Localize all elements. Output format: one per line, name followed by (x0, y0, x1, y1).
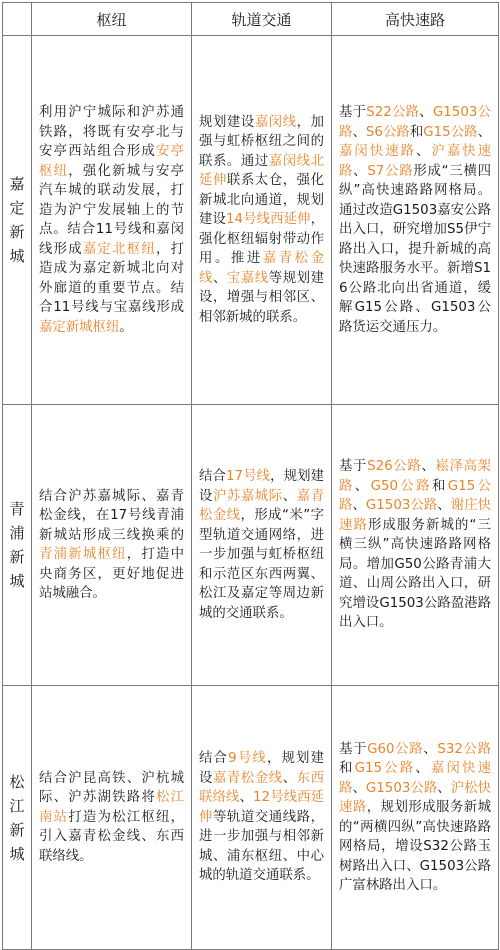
highlight-term: G1503公路 (365, 498, 438, 514)
highlight-term: G60公路 (367, 741, 424, 757)
text-segment: ，打造成为嘉定新城北向对外廊道的重要节点。结合11号线与宝嘉线形成 (39, 241, 185, 315)
text-segment: 等规划建设，增强与相邻区、相邻新城的联系。 (199, 270, 325, 325)
road-cell (332, 405, 499, 686)
header-road: 高快速路 (332, 3, 499, 36)
text-segment: 等轨道交通线路，进一步加强与相邻新城、浦东枢纽、中心城的轨道交通联系。 (199, 809, 325, 884)
text-segment: 。 (119, 319, 133, 335)
hub-cell (32, 405, 192, 686)
highlight-term: 嘉青松金线 (199, 488, 325, 523)
text-segment: 形成服务新城的“三横三纵”高快速路路网格局。增加G50公路青浦大道、山周公路出入口，研究增设G1503公路盈港路出入口。 (339, 517, 492, 631)
city-cell (3, 36, 32, 405)
text-segment: 结合沪昆高铁、沪杭城际、沪苏湖铁路将 (39, 770, 184, 806)
highlight-term: 嘉闵快速路 (339, 144, 417, 159)
highlight-term: 嘉青松金线 (212, 770, 283, 786)
header-corner (3, 3, 32, 36)
highlight-term: 青浦新城枢纽 (39, 547, 127, 562)
text-segment: 、 (437, 498, 451, 514)
header-row (3, 3, 499, 36)
table-row-songjiang (3, 686, 499, 950)
text-segment: ，加强与虹桥枢纽之间的联系。通过 (199, 114, 325, 169)
text-segment: 联系太仓，强化新城北向通道，规划建设 (199, 173, 325, 228)
text-segment: ，规划形成服务新城的“两横四纵”高快速路路网格局，增设S32公路玉树路出入口、G1503公路广富林路出入口。 (339, 800, 492, 893)
rail-cell (192, 686, 332, 950)
text-segment: 结合沪苏嘉城际、嘉青松金线，在17号线青浦新城站形成三线换乘的 (39, 488, 184, 543)
highlight-term: 嘉定北枢纽 (82, 241, 156, 257)
highlight-term: 嘉闵线 (254, 114, 297, 130)
highlight-term: 沪嘉快速路 (339, 144, 492, 179)
text-segment: 、 (423, 741, 438, 757)
rail-cell (192, 36, 332, 405)
text-segment: 形成“三横四纵”高快速路路网格局。通过改造G1503嘉安公路出入口，研究增加S5伊宁路出入口，提升新城的高快速路服务水平。新增S16公路北向出省通道，缓解G15公路、G1503公路货运交通压力。 (339, 163, 492, 335)
highlight-term: 东西联络线 (199, 770, 325, 806)
highlight-term: 14号线西延伸 (226, 212, 311, 228)
highlight-term: 沪松快速路 (339, 780, 492, 815)
rail-cell (192, 405, 332, 686)
text-segment: 、 (415, 761, 431, 776)
highlight-term: G15公路 (339, 478, 492, 514)
highlight-term: G15公路 (423, 124, 478, 140)
text-segment: 规划建设 (199, 114, 255, 130)
text-segment: ，规划建设 (199, 751, 325, 786)
highlight-term: 崧泽高架路 (339, 459, 492, 494)
text-segment: 、 (352, 498, 366, 514)
text-segment: 、 (282, 488, 297, 504)
highlight-term: S22公路 (366, 105, 420, 120)
text-segment: ，形成“米”字型轨道交通网络，进一步加强与虹桥枢纽和示范区东西两翼、松江及嘉定等周边新城的交通联系。 (199, 508, 325, 621)
text-segment: 、 (239, 790, 253, 806)
highlight-term: S7公路 (367, 163, 414, 179)
city-name: 青浦新城 (9, 500, 25, 590)
header-hub: 枢纽 (32, 3, 192, 36)
text-segment: ，强化新城与安亭汽车城的联动发展，打造为沪宁发展轴上的节点。结合11号线和嘉闵线形成 (39, 163, 185, 257)
header-rail: 轨道交通 (192, 3, 332, 36)
highlight-term: 9号线 (228, 751, 267, 767)
highlight-term: S26公路 (367, 459, 422, 475)
highlight-term: 松江南站 (39, 790, 185, 825)
hub-cell (32, 36, 192, 405)
text-segment: ，强化枢纽辐射带动作用。推进 (199, 212, 325, 267)
text-segment: 基于 (339, 741, 368, 757)
hub-cell (32, 686, 192, 950)
text-segment: 和 (432, 478, 448, 494)
highlight-term: 谢庄快速路 (339, 498, 492, 533)
text-segment: 结合 (199, 469, 226, 484)
highlight-term: G1503公路 (339, 105, 491, 140)
road-cell (332, 686, 499, 950)
text-segment: 利用沪宁城际和沪苏通铁路，将既有安亭北与安亭西站组合形成 (39, 105, 184, 159)
highlight-term: 安亭枢纽 (39, 144, 185, 179)
highlight-term: S32公路 (437, 741, 492, 757)
text-segment: 、 (437, 780, 451, 796)
text-segment: 和 (409, 124, 424, 140)
highlight-term: 宝嘉线 (226, 270, 269, 286)
table-row-jiading (3, 36, 499, 405)
text-segment: ，打造中央商务区，更好地促进站城融合。 (39, 547, 185, 601)
highlight-term: 嘉青松金线 (199, 251, 325, 286)
city-name: 嘉定新城 (9, 175, 25, 265)
text-segment: 、 (212, 270, 227, 286)
city-cell (3, 405, 32, 686)
city-name: 松江新城 (9, 772, 25, 863)
highlight-term: G50公路 (370, 478, 432, 494)
text-segment: 、 (353, 163, 368, 179)
highlight-term: S6公路 (365, 124, 410, 140)
highlight-term: 17号线 (226, 469, 271, 484)
city-cell (3, 686, 32, 950)
text-segment: 基于 (339, 105, 367, 120)
text-segment: 和 (339, 761, 355, 776)
transport-table (2, 2, 499, 950)
highlight-term: 嘉闵线北延伸 (199, 153, 325, 189)
highlight-term: 12号线西延伸 (199, 790, 324, 825)
road-cell (332, 36, 499, 405)
text-segment: 、 (282, 770, 297, 786)
text-segment: 、 (477, 124, 491, 140)
text-segment: 结合 (199, 751, 229, 767)
highlight-term: G15公路 (354, 761, 416, 776)
text-segment: ，规划建设 (199, 469, 325, 504)
text-segment: 基于 (339, 459, 368, 475)
text-segment: 、 (419, 105, 433, 120)
text-segment: 、 (352, 124, 366, 140)
text-segment: 、 (416, 144, 432, 159)
highlight-term: G1503公路 (365, 780, 438, 796)
highlight-term: 嘉闵快速路 (339, 761, 492, 796)
text-segment: 、 (421, 459, 436, 475)
text-segment: 、 (354, 478, 371, 494)
highlight-term: 嘉定新城枢纽 (39, 319, 120, 335)
highlight-term: 沪苏嘉城际 (212, 488, 283, 504)
text-segment: 、 (352, 780, 366, 796)
text-segment: 打造为松江枢纽，引入嘉青松金线、东西联络线。 (39, 809, 185, 864)
table-row-qingpu (3, 405, 499, 686)
